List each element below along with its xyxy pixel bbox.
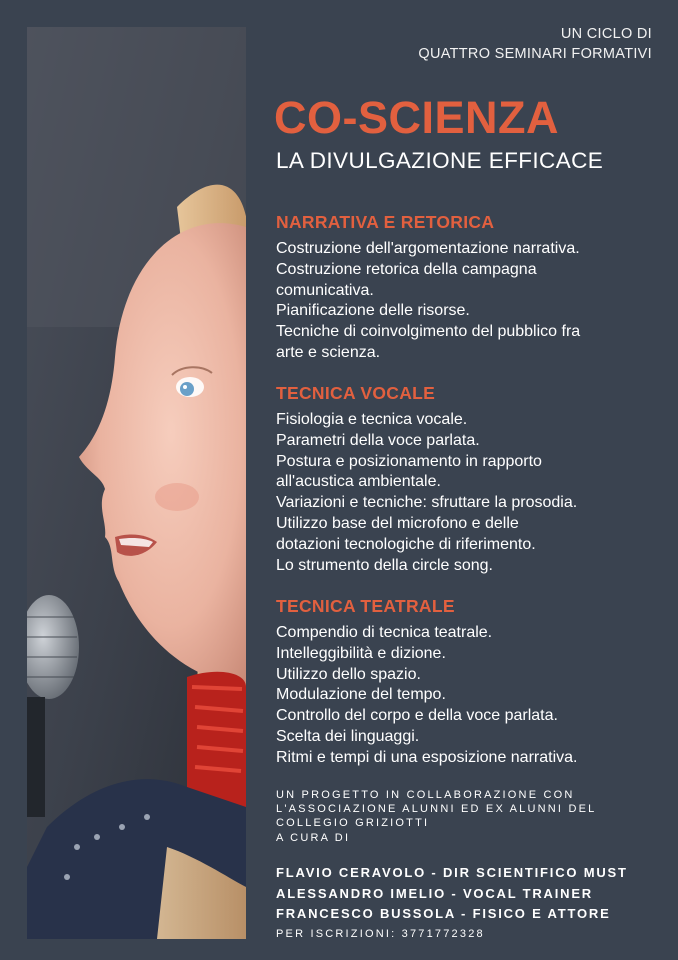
list-item: Costruzione retorica della campagna [276, 260, 537, 278]
section-tecnica-vocale [276, 382, 664, 576]
list-item: Postura e posizionamento in rapporto [276, 452, 542, 470]
list-item: dotazioni tecnologiche di riferimento. [276, 535, 536, 553]
section-tecnica-teatrale [276, 595, 664, 769]
section-heading: TECNICA VOCALE [276, 383, 436, 403]
list-item: Costruzione dell'argomentazione narrativa. [276, 240, 580, 257]
list-item: Fisiologia e tecnica vocale. [276, 411, 468, 428]
series-kicker [418, 24, 652, 64]
section-heading: NARRATIVA E RETORICA [276, 212, 495, 232]
list-item: Utilizzo dello spazio. [276, 665, 421, 683]
collaboration-credits [276, 788, 656, 845]
registration-contact: PER ISCRIZIONI: 3771772328 [276, 928, 485, 940]
list-item: comunicativa. [276, 281, 374, 299]
section-list [276, 410, 664, 576]
hero-photo [27, 27, 246, 939]
section-narrativa [276, 211, 664, 364]
list-item: Variazioni e tecniche: sfruttare la prosodia. [276, 494, 578, 512]
section-list [276, 623, 664, 769]
list-item: Intelleggibilità e dizione. [276, 644, 446, 662]
organizer-entry: FLAVIO CERAVOLO - DIR SCIENTIFICO MUST [276, 865, 628, 880]
organizer-entry: ALESSANDRO IMELIO - VOCAL TRAINER [276, 885, 594, 901]
page-title: CO-SCIENZA [274, 92, 559, 143]
list-item: Compendio di tecnica teatrale. [276, 624, 493, 641]
list-item: all'acustica ambientale. [276, 473, 441, 491]
credits-line: UN PROGETTO IN COLLABORAZIONE CON [276, 789, 575, 801]
page-subtitle: LA DIVULGAZIONE EFFICACE [276, 148, 604, 173]
girl-singing-illustration [27, 27, 246, 939]
organizers-list [276, 863, 666, 925]
list-item: Ritmi e tempi di una esposizione narrativa. [276, 748, 578, 766]
list-item: arte e scienza. [276, 343, 381, 361]
list-item: Tecniche di coinvolgimento del pubblico fra [276, 323, 581, 341]
list-item: Pianificazione delle risorse. [276, 302, 470, 320]
credits-line: L'ASSOCIAZIONE ALUNNI ED EX ALUNNI DEL [276, 803, 597, 816]
list-item: Scelta dei linguaggi. [276, 727, 420, 745]
credits-line: A CURA DI [276, 831, 351, 844]
organizer-entry: FRANCESCO BUSSOLA - FISICO E ATTORE [276, 906, 611, 921]
list-item: Utilizzo base del microfono e delle [276, 514, 519, 532]
credits-line: COLLEGIO GRIZIOTTI [276, 817, 430, 830]
section-heading: TECNICA TEATRALE [276, 596, 455, 616]
list-item: Lo strumento della circle song. [276, 556, 493, 574]
section-list [276, 239, 664, 364]
list-item: Modulazione del tempo. [276, 686, 446, 704]
list-item: Controllo del corpo e della voce parlata. [276, 707, 558, 725]
kicker-line-1: UN CICLO DI [560, 26, 652, 42]
list-item: Parametri della voce parlata. [276, 431, 480, 449]
kicker-line-2: QUATTRO SEMINARI FORMATIVI [418, 46, 652, 62]
